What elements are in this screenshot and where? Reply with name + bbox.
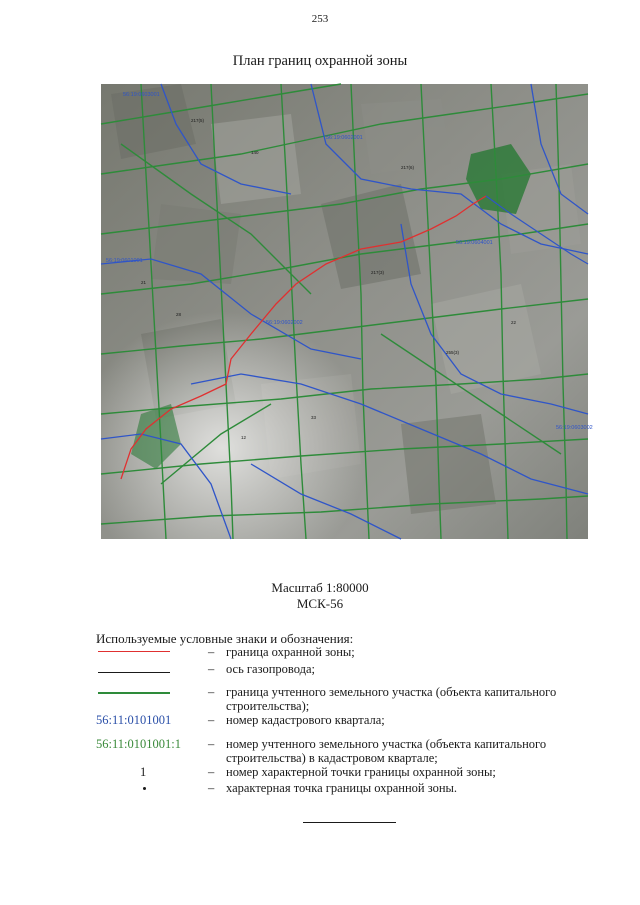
page-title: План границ охранной зоны (232, 53, 408, 69)
parcel-label: 217(5) (191, 118, 205, 123)
legend-item-parcel-boundary: – граница учтенного земельного участка (объекта капитального строительства); (96, 685, 586, 713)
legend-item-quarter-number: 56:11:0101001 – номер кадастрового квартала; (96, 713, 385, 727)
legend-item-pipeline-axis: – ось газопровода; (96, 662, 586, 676)
parcel-label: 21 (141, 280, 147, 285)
cadastral-map (101, 84, 593, 539)
parcel-label: 12 (241, 435, 247, 440)
parcel-label: 28 (176, 312, 182, 317)
end-rule (303, 822, 396, 823)
parcel-label: 217(6) (401, 165, 415, 170)
coordinate-system: МСК-56 (296, 596, 344, 611)
quarter-label: 56:19:0602001 (326, 135, 363, 141)
parcel-label: 33 (311, 415, 317, 420)
quarter-label: 56:19:0604001 (456, 240, 493, 246)
quarter-label: 56:19:0603001 (123, 92, 160, 98)
legend-item-parcel-number: 56:11:0101001:1 – номер учтенного земельного участка (объекта капитального строительства) в кадастровом квартале; (96, 737, 547, 765)
green-line-symbol (98, 692, 170, 694)
parcel-label: 217(3) (371, 270, 385, 275)
point-dot-symbol (143, 787, 146, 790)
parcel-label: 22 (511, 320, 517, 325)
legend-title: Используемые условные знаки и обозначения: (96, 631, 354, 646)
scale-ratio: Масштаб 1:80000 (271, 580, 369, 595)
page-number: 253 (311, 13, 329, 25)
quarter-label: 56:19:0602002 (266, 320, 303, 326)
quarter-label: 56:19:0603002 (556, 425, 593, 431)
parcel-label: 140 (251, 150, 259, 155)
scale-block (0, 580, 640, 612)
parcel-label: 255(3) (446, 350, 460, 355)
legend-item-characteristic-point: – характерная точка границы охранной зоны. (96, 781, 586, 795)
quarter-label: 56:19:0601001 (106, 258, 143, 264)
red-line-symbol (98, 651, 170, 652)
legend-item-zone-boundary: – граница охранной зоны; (96, 645, 586, 659)
legend-item-point-number: 1 – номер характерной точки границы охранной зоны; (140, 765, 496, 779)
black-line-symbol (98, 672, 170, 673)
